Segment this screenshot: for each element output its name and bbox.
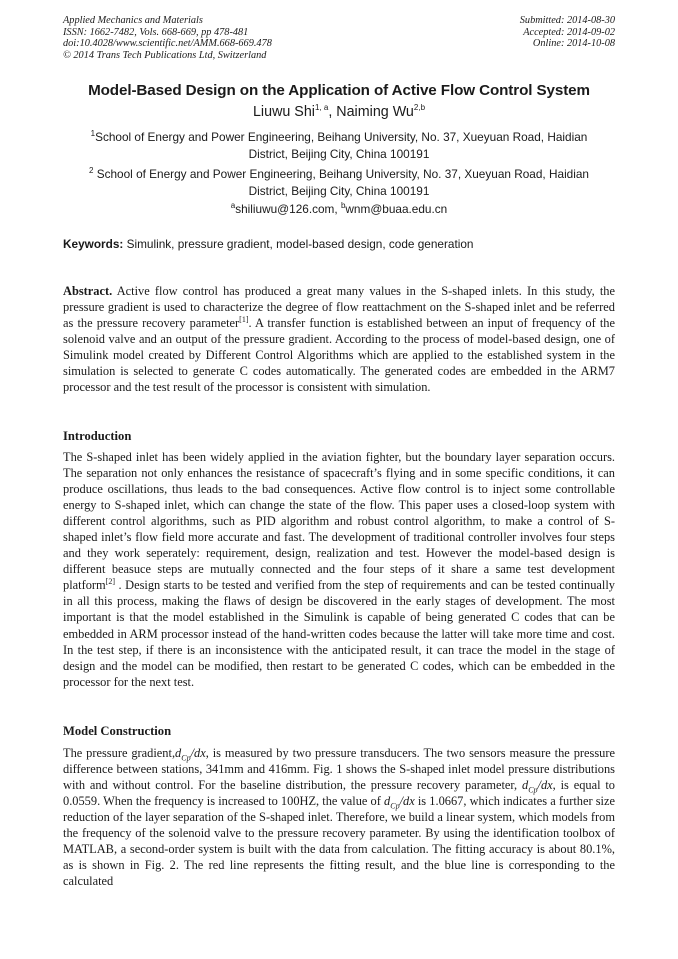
journal-doi: doi:10.4028/www.scientific.net/AMM.668-669.478 <box>63 38 272 50</box>
accepted-date: Accepted: 2014-09-02 <box>523 26 615 38</box>
introduction-paragraph <box>63 449 615 690</box>
author-line <box>40 104 638 120</box>
model-construction-paragraph <box>63 745 615 889</box>
affiliation-1-superscript: 1 <box>90 129 96 139</box>
author-2-superscript: 2,b <box>413 103 426 113</box>
affiliation-2-line-1: School of Energy and Power Engineering, Beihang University, No. 37, Xueyuan Road, Haidian <box>96 167 589 181</box>
model-text-2: , is measured by two pressure transducers. The two sensors measure the pressure difference between stations, 341mm and 416mm. Fig. 1 shows the S-shaped inlet model pressure distributions with and without control. For the baseline distribution, the pressure recovery parameter, <box>63 746 615 793</box>
abstract-text-1: Active flow control has produced a great many values in the S-shaped inlets. In this study, the pressure gradient is used to characterize the degree of flow reattachment on the S-shaped inlet and be referred as the pressure recovery parameter <box>63 284 616 331</box>
author-separator: , <box>328 104 337 120</box>
math-dx-1: /dx <box>190 746 206 760</box>
author-2-name: Naiming Wu <box>336 104 414 120</box>
email-a[interactable]: shiliuwu@126.com, <box>235 202 341 216</box>
math-d-3: d <box>384 794 391 809</box>
online-date: Online: 2014-10-08 <box>532 38 615 50</box>
dates-header <box>415 15 615 50</box>
journal-issn: ISSN: 1662-7482, Vols. 668-669, pp 478-481 <box>63 26 249 38</box>
keywords-text: Simulink, pressure gradient, model-based design, code generation <box>126 237 474 251</box>
abstract-text-2: . A transfer function is established between an input of frequency of the solenoid valve and an output of the pressure gradient. According to the process of model-based design, one of Simulink model created by Different Control Algorithms which are applied to the established system in the simulation is selected to generate C codes automatically. The generated codes are embedded in the ARM7 processor and the test result of the processor is consistent with simulation. <box>63 316 615 395</box>
affiliation-1-line-2: District, Beijing City, China 100191 <box>248 146 430 161</box>
introduction-text-2: . Design starts to be tested and verified from the step of requirements and can be tested continually in all this process, making the flaws of design be discovered in the early stages of development. The most important is that the model established in the Simulink is capable of being generated C codes that can be embedded in ARM processor instead of the hand-written codes because the latter will take more time and cost. In the test step, if there is an inconsistence with the anticipated result, it can trace the model in the stage of design and the model can be modified, then restart to be generated C codes, which can be embedded in the processor for the next test. <box>63 578 615 689</box>
reference-2[interactable]: [2] <box>105 577 115 587</box>
introduction-text-1: The S-shaped inlet has been widely applied in the aviation fighter, but the boundary layer separation occurs. The separation not only enhances the resistance of spacecraft’s flying and in some specific conditions, it can produce oscillations, thus leads to the bad consequences. Active flow control is to inject some controllable energy to S-shaped inlet, which can change the state of the flow. This paper uses a closed-loop system with different control algorithms, such as PID algorithm and robust control algorithm, to make a control of S-shaped inlet’s flow field more accurate and fast. The development of traditional controller involves four steps and they work seperately: requirement, design, realization and test. However the model-based design is different beasuce steps are mutually connected and the four steps of it share a same test development platform <box>63 450 615 593</box>
math-d-2: d <box>521 778 529 793</box>
introduction-heading: Introduction <box>63 429 132 443</box>
affiliation-2-line-2: District, Beijing City, China 100191 <box>248 183 430 198</box>
author-1-name: Liuwu Shi <box>252 104 315 120</box>
model-text-1: The pressure gradient, <box>63 746 176 760</box>
submitted-date: Submitted: 2014-08-30 <box>519 15 615 26</box>
math-cp-1: Cp <box>181 753 191 763</box>
model-construction-heading: Model Construction <box>63 724 172 738</box>
model-text-3: , is equal to 0.0559. When the frequency is increased to 100HZ, the value of <box>63 778 615 809</box>
email-a-superscript: a <box>230 201 236 211</box>
abstract-paragraph <box>63 283 615 395</box>
math-cp-2: Cp <box>528 785 538 795</box>
keywords-label: Keywords: <box>63 237 124 251</box>
reference-1[interactable]: [1] <box>239 314 249 324</box>
affiliation-1 <box>60 129 618 162</box>
affiliation-2-superscript: 2 <box>88 166 94 176</box>
abstract-label: Abstract. <box>63 284 113 298</box>
affiliation-1-line-1: School of Energy and Power Engineering, Beihang University, No. 37, Xueyuan Road, Haidian <box>95 130 588 144</box>
email-b[interactable]: wnm@buaa.edu.cn <box>345 202 448 216</box>
journal-name: Applied Mechanics and Materials <box>63 15 203 26</box>
paper-title: Model-Based Design on the Application of Active Flow Control System <box>88 82 590 99</box>
model-text-4: is 1.0667, which indicates a further size reduction of the layer separation of the S-shaped inlet. Therefore, we build a linear system, which models from the frequency of the solenoid valve to the pressure recovery parameter. By using the identification toolbox of MATLAB, a second-order system is built with the data from calculation. The fitting accuracy is about 80.1%, as is shown in Fig. 2. The red line represents the fitting result, and the blue line is corresponding to the calculated <box>63 794 615 889</box>
journal-header <box>63 15 393 61</box>
math-dx-3: /dx <box>399 794 415 809</box>
author-emails <box>40 202 638 216</box>
math-d-1: d <box>175 746 182 760</box>
keywords <box>63 237 615 251</box>
email-b-superscript: b <box>340 201 346 211</box>
author-1-superscript: 1, a <box>314 103 329 113</box>
math-dx-2: /dx <box>537 778 553 793</box>
journal-copyright: © 2014 Trans Tech Publications Ltd, Switzerland <box>63 49 267 61</box>
affiliation-2 <box>60 166 618 199</box>
math-cp-3: Cp <box>390 801 400 811</box>
